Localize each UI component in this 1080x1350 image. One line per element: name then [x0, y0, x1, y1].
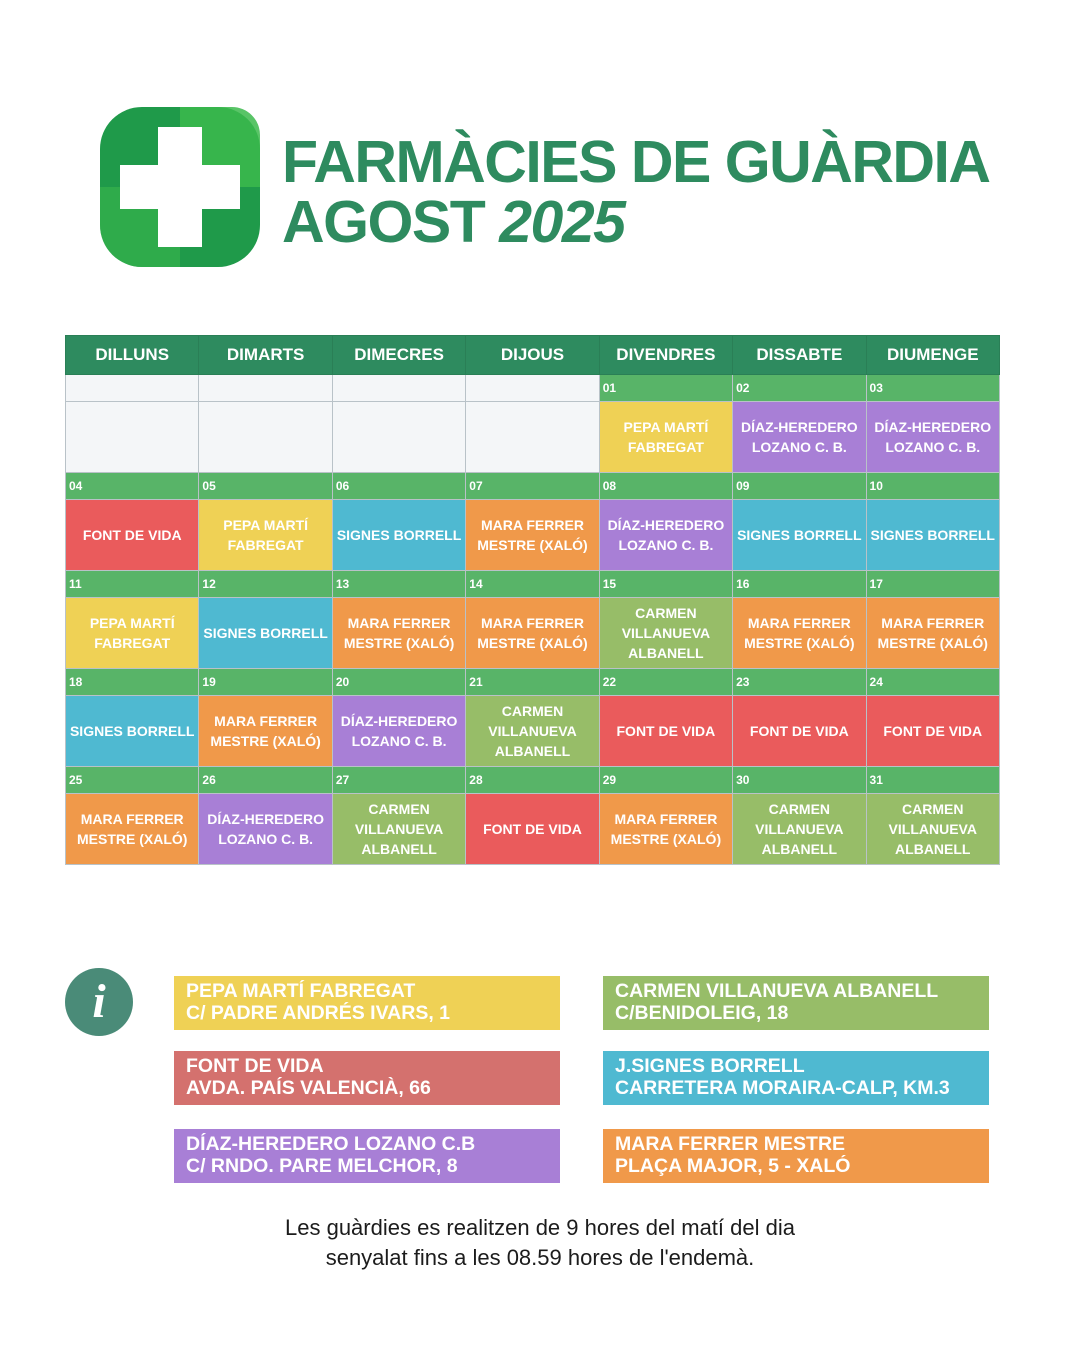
legend-pharmacy-signes-borrell — [603, 1051, 989, 1105]
duty-pharmacy-cell: DÍAZ-HEREDERO LOZANO C. B. — [733, 402, 866, 473]
legend-pharmacy-address: C/ PADRE ANDRÉS IVARS, 1 — [186, 1002, 451, 1024]
week-day-number-row — [66, 473, 1000, 500]
duty-pharmacy-cell: CARMEN VILLANUEVA ALBANELL — [332, 794, 465, 865]
day-number-cell: 12 — [199, 571, 332, 598]
weekday-header-row — [66, 336, 1000, 375]
duty-pharmacy-cell: FONT DE VIDA — [866, 696, 999, 767]
day-number-cell: 05 — [199, 473, 332, 500]
title-year: 2025 — [499, 189, 625, 255]
weekday-header: DIVENDRES — [599, 336, 732, 375]
duty-pharmacy-cell: SIGNES BORRELL — [332, 500, 465, 571]
title-month: AGOST — [282, 189, 485, 255]
duty-pharmacy-cell: FONT DE VIDA — [599, 696, 732, 767]
weekday-header: DIMECRES — [332, 336, 465, 375]
day-number-cell: 28 — [466, 767, 599, 794]
legend-pharmacy-name: PEPA MARTÍ FABREGAT — [186, 980, 416, 1002]
duty-pharmacy-cell: CARMEN VILLANUEVA ALBANELL — [866, 794, 999, 865]
title-line-1: FARMÀCIES DE GUÀRDIA — [282, 129, 990, 195]
day-number-cell: 07 — [466, 473, 599, 500]
duty-pharmacy-cell — [466, 402, 599, 473]
duty-pharmacy-cell: SIGNES BORRELL — [866, 500, 999, 571]
duty-pharmacy-cell: CARMEN VILLANUEVA ALBANELL — [733, 794, 866, 865]
day-number-cell — [332, 375, 465, 402]
duty-pharmacy-cell: MARA FERRER MESTRE (XALÓ) — [466, 500, 599, 571]
duty-pharmacy-cell: FONT DE VIDA — [466, 794, 599, 865]
duty-pharmacy-cell: MARA FERRER MESTRE (XALÓ) — [199, 696, 332, 767]
week-day-number-row — [66, 571, 1000, 598]
duty-hours-note — [140, 1213, 940, 1273]
day-number-cell: 30 — [733, 767, 866, 794]
day-number-cell: 19 — [199, 669, 332, 696]
day-number-cell: 14 — [466, 571, 599, 598]
page-title — [282, 129, 990, 255]
day-number-cell: 31 — [866, 767, 999, 794]
legend-pharmacy-name: MARA FERRER MESTRE — [615, 1133, 846, 1155]
legend-pharmacy-address: PLAÇA MAJOR, 5 - XALÓ — [615, 1155, 851, 1177]
day-number-cell: 27 — [332, 767, 465, 794]
duty-pharmacy-cell: DÍAZ-HEREDERO LOZANO C. B. — [332, 696, 465, 767]
duty-pharmacy-cell — [332, 402, 465, 473]
day-number-cell — [66, 375, 199, 402]
day-number-cell: 03 — [866, 375, 999, 402]
duty-pharmacy-cell: DÍAZ-HEREDERO LOZANO C. B. — [599, 500, 732, 571]
duty-pharmacy-cell — [199, 402, 332, 473]
week-pharmacy-row — [66, 500, 1000, 571]
info-icon-glyph: i — [92, 975, 106, 1028]
day-number-cell: 04 — [66, 473, 199, 500]
week-day-number-row — [66, 375, 1000, 402]
weekday-header: DIMARTS — [199, 336, 332, 375]
week-pharmacy-row — [66, 696, 1000, 767]
legend-pharmacy-font-de-vida — [174, 1051, 560, 1105]
legend-pharmacy-name: DÍAZ-HEREDERO LOZANO C.B — [186, 1133, 476, 1155]
legend-pharmacy-address: C/ RNDO. PARE MELCHOR, 8 — [186, 1155, 458, 1177]
weekday-header: DISSABTE — [733, 336, 866, 375]
duty-pharmacy-cell: CARMEN VILLANUEVA ALBANELL — [599, 598, 732, 669]
duty-pharmacy-cell: SIGNES BORRELL — [66, 696, 199, 767]
duty-calendar — [65, 335, 1000, 865]
duty-pharmacy-cell: DÍAZ-HEREDERO LOZANO C. B. — [199, 794, 332, 865]
note-line-1: Les guàrdies es realitzen de 9 hores del matí del dia — [285, 1215, 795, 1240]
weekday-header: DIJOUS — [466, 336, 599, 375]
duty-pharmacy-cell: FONT DE VIDA — [733, 696, 866, 767]
duty-pharmacy-cell: PEPA MARTÍ FABREGAT — [199, 500, 332, 571]
week-pharmacy-row — [66, 598, 1000, 669]
week-pharmacy-row — [66, 794, 1000, 865]
duty-pharmacy-cell: MARA FERRER MESTRE (XALÓ) — [66, 794, 199, 865]
duty-pharmacy-cell: MARA FERRER MESTRE (XALÓ) — [866, 598, 999, 669]
legend-pharmacy-pepa-marti — [174, 976, 560, 1030]
legend-pharmacy-address: AVDA. PAÍS VALENCIÀ, 66 — [186, 1077, 431, 1099]
duty-pharmacy-cell: MARA FERRER MESTRE (XALÓ) — [466, 598, 599, 669]
duty-pharmacy-cell: CARMEN VILLANUEVA ALBANELL — [466, 696, 599, 767]
day-number-cell: 15 — [599, 571, 732, 598]
day-number-cell: 08 — [599, 473, 732, 500]
legend-pharmacy-carmen-villanueva — [603, 976, 989, 1030]
day-number-cell — [199, 375, 332, 402]
day-number-cell: 02 — [733, 375, 866, 402]
day-number-cell — [466, 375, 599, 402]
duty-pharmacy-cell — [66, 402, 199, 473]
week-day-number-row — [66, 767, 1000, 794]
day-number-cell: 06 — [332, 473, 465, 500]
day-number-cell: 21 — [466, 669, 599, 696]
day-number-cell: 23 — [733, 669, 866, 696]
legend-pharmacy-address: CARRETERA MORAIRA-CALP, KM.3 — [615, 1077, 950, 1099]
legend-pharmacy-mara-ferrer — [603, 1129, 989, 1183]
week-pharmacy-row — [66, 402, 1000, 473]
day-number-cell: 26 — [199, 767, 332, 794]
duty-pharmacy-cell: PEPA MARTÍ FABREGAT — [599, 402, 732, 473]
duty-pharmacy-cell: FONT DE VIDA — [66, 500, 199, 571]
day-number-cell: 16 — [733, 571, 866, 598]
legend-pharmacy-name: J.SIGNES BORRELL — [615, 1055, 805, 1077]
day-number-cell: 24 — [866, 669, 999, 696]
day-number-cell: 29 — [599, 767, 732, 794]
legend-pharmacy-diaz-heredero — [174, 1129, 560, 1183]
day-number-cell: 09 — [733, 473, 866, 500]
day-number-cell: 10 — [866, 473, 999, 500]
note-line-2: senyalat fins a les 08.59 hores de l'endemà. — [325, 1245, 755, 1270]
duty-pharmacy-cell: SIGNES BORRELL — [733, 500, 866, 571]
day-number-cell: 17 — [866, 571, 999, 598]
legend-pharmacy-name: FONT DE VIDA — [186, 1055, 324, 1077]
day-number-cell: 20 — [332, 669, 465, 696]
duty-pharmacy-cell: MARA FERRER MESTRE (XALÓ) — [733, 598, 866, 669]
pharmacy-cross-logo — [100, 107, 260, 267]
calendar-body — [66, 375, 1000, 865]
duty-pharmacy-cell: MARA FERRER MESTRE (XALÓ) — [332, 598, 465, 669]
legend-pharmacy-address: C/BENIDOLEIG, 18 — [615, 1002, 789, 1024]
day-number-cell: 25 — [66, 767, 199, 794]
weekday-header: DIUMENGE — [866, 336, 999, 375]
duty-pharmacy-cell: MARA FERRER MESTRE (XALÓ) — [599, 794, 732, 865]
weekday-header: DILLUNS — [66, 336, 199, 375]
day-number-cell: 13 — [332, 571, 465, 598]
week-day-number-row — [66, 669, 1000, 696]
duty-pharmacy-cell: PEPA MARTÍ FABREGAT — [66, 598, 199, 669]
info-icon — [65, 968, 133, 1036]
duty-pharmacy-cell: SIGNES BORRELL — [199, 598, 332, 669]
day-number-cell: 18 — [66, 669, 199, 696]
day-number-cell: 01 — [599, 375, 732, 402]
legend-pharmacy-name: CARMEN VILLANUEVA ALBANELL — [615, 980, 939, 1002]
day-number-cell: 22 — [599, 669, 732, 696]
day-number-cell: 11 — [66, 571, 199, 598]
duty-pharmacy-cell: DÍAZ-HEREDERO LOZANO C. B. — [866, 402, 999, 473]
